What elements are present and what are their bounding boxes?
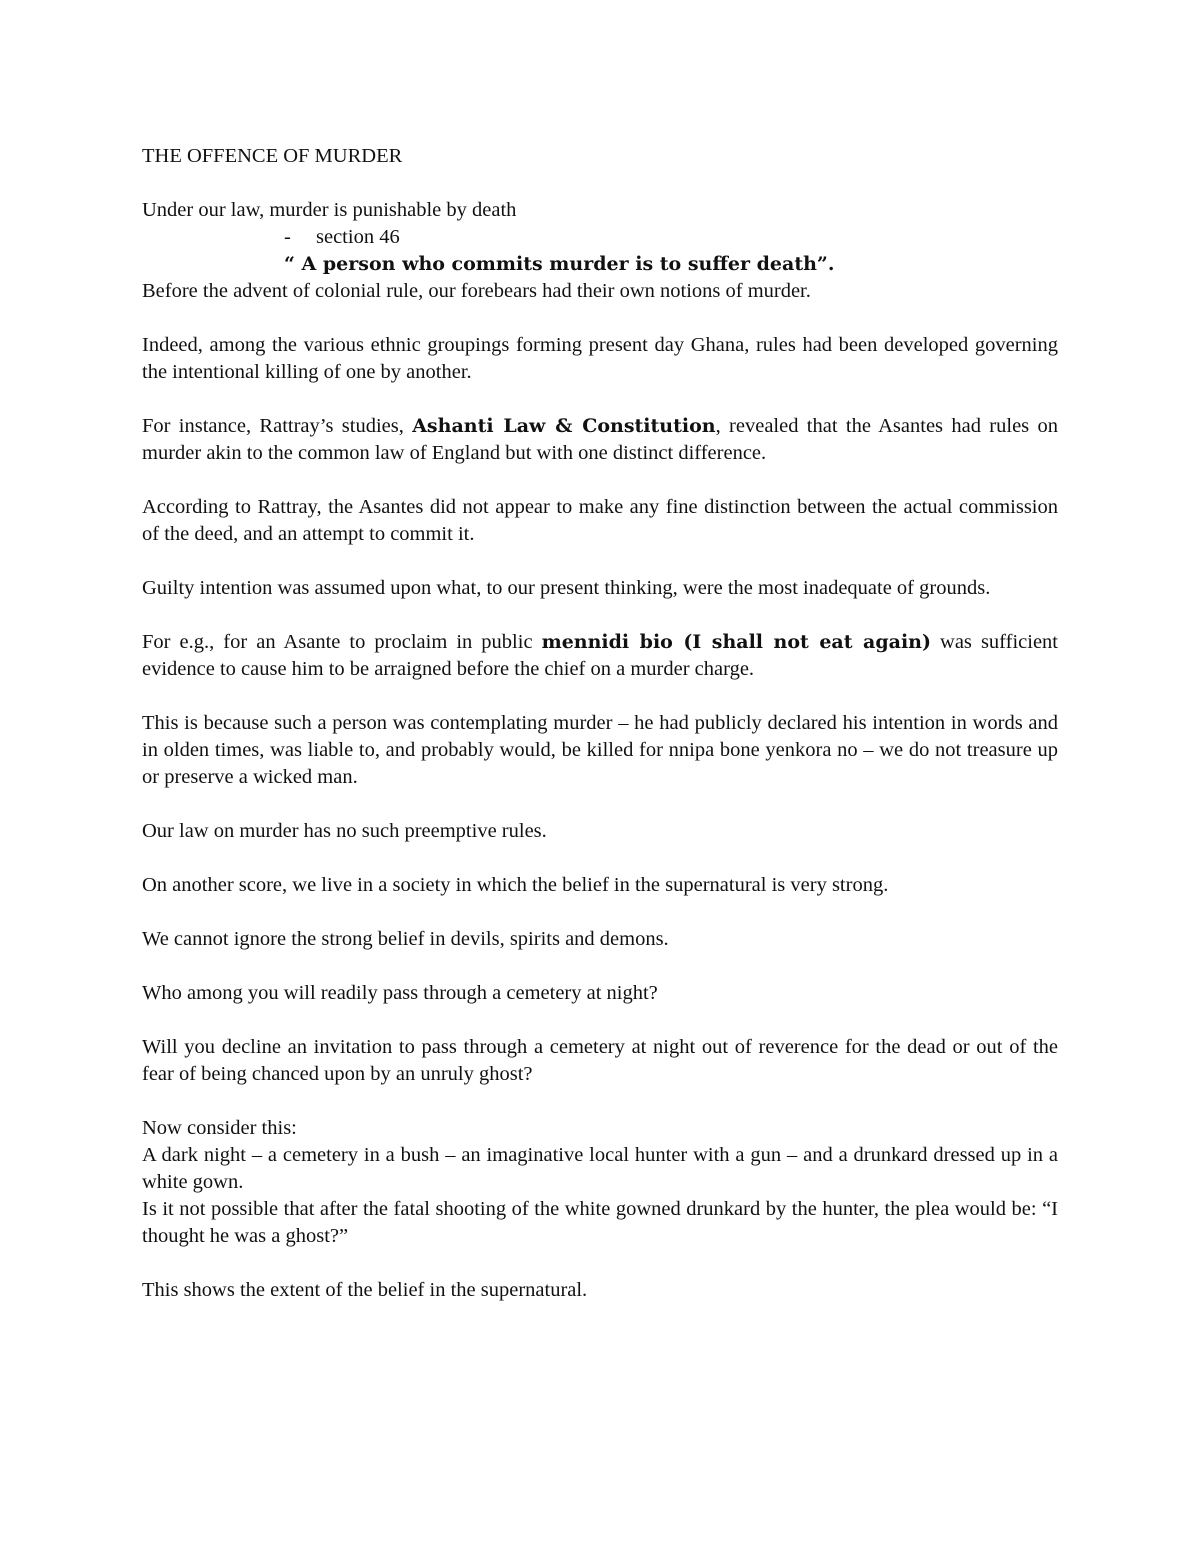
asante-phrase: mennidi bio (I shall not eat again) bbox=[541, 631, 931, 653]
intro-line: Under our law, murder is punishable by death bbox=[142, 199, 517, 221]
paragraph-before-colonial: Before the advent of colonial rule, our forebears had their own notions of murder. bbox=[142, 280, 811, 302]
rattray-text-start: For instance, Rattray’s studies, bbox=[142, 415, 413, 437]
statute-quote: “ A person who commits murder is to suffer death”. bbox=[284, 253, 835, 275]
paragraph-is-it-possible: Is it not possible that after the fatal shooting of the white gowned drunkard by the hunter, the plea would be: “I thought he was a ghost?” bbox=[142, 1198, 1058, 1247]
paragraph-who-among: Who among you will readily pass through a cemetery at night? bbox=[142, 982, 658, 1004]
paragraph-another-score: On another score, we live in a society in which the belief in the supernatural is very strong. bbox=[142, 874, 889, 896]
paragraph-according: According to Rattray, the Asantes did not appear to make any fine distinction between the actual commission of the deed, and an attempt to commit it. bbox=[142, 496, 1058, 545]
section-dash: - bbox=[284, 226, 291, 248]
example-text-start: For e.g., for an Asante to proclaim in public bbox=[142, 631, 542, 653]
paragraph-indeed: Indeed, among the various ethnic groupings forming present day Ghana, rules had been developed governing the intentional killing of one by another. bbox=[142, 334, 1058, 383]
rattray-text-end: , revealed that the Asantes had rules on murder akin to the common law of England but with one distinct difference. bbox=[142, 415, 1058, 464]
paragraph-dark-night: A dark night – a cemetery in a bush – an imaginative local hunter with a gun – and a drunkard dressed up in a white gown. bbox=[142, 1144, 1058, 1193]
example-text-end: was sufficient evidence to cause him to be arraigned before the chief on a murder charge. bbox=[142, 631, 1058, 680]
section-reference bbox=[142, 224, 1058, 251]
paragraph-contemplating: This is because such a person was contemplating murder – he had publicly declared his intention in words and in olden times, was liable to, and probably would, be killed for nnipa bone yenkora no – we do not treasure up or preserve a wicked man. bbox=[142, 712, 1058, 788]
paragraph-cannot-ignore: We cannot ignore the strong belief in devils, spirits and demons. bbox=[142, 928, 669, 950]
paragraph-rattray-studies bbox=[142, 413, 1058, 467]
paragraph-extent: This shows the extent of the belief in the supernatural. bbox=[142, 1279, 588, 1301]
paragraph-now-consider: Now consider this: bbox=[142, 1117, 297, 1139]
document-body bbox=[142, 143, 1058, 1304]
document-title: THE OFFENCE OF MURDER bbox=[142, 145, 403, 167]
section-number: section 46 bbox=[316, 226, 400, 248]
paragraph-guilty-intention: Guilty intention was assumed upon what, to our present thinking, were the most inadequate of grounds. bbox=[142, 577, 991, 599]
paragraph-our-law: Our law on murder has no such preemptive rules. bbox=[142, 820, 547, 842]
paragraph-example bbox=[142, 629, 1058, 683]
book-title: Ashanti Law & Constitution bbox=[412, 415, 716, 437]
paragraph-will-you: Will you decline an invitation to pass through a cemetery at night out of reverence for the dead or out of the fear of being chanced upon by an unruly ghost? bbox=[142, 1036, 1058, 1085]
